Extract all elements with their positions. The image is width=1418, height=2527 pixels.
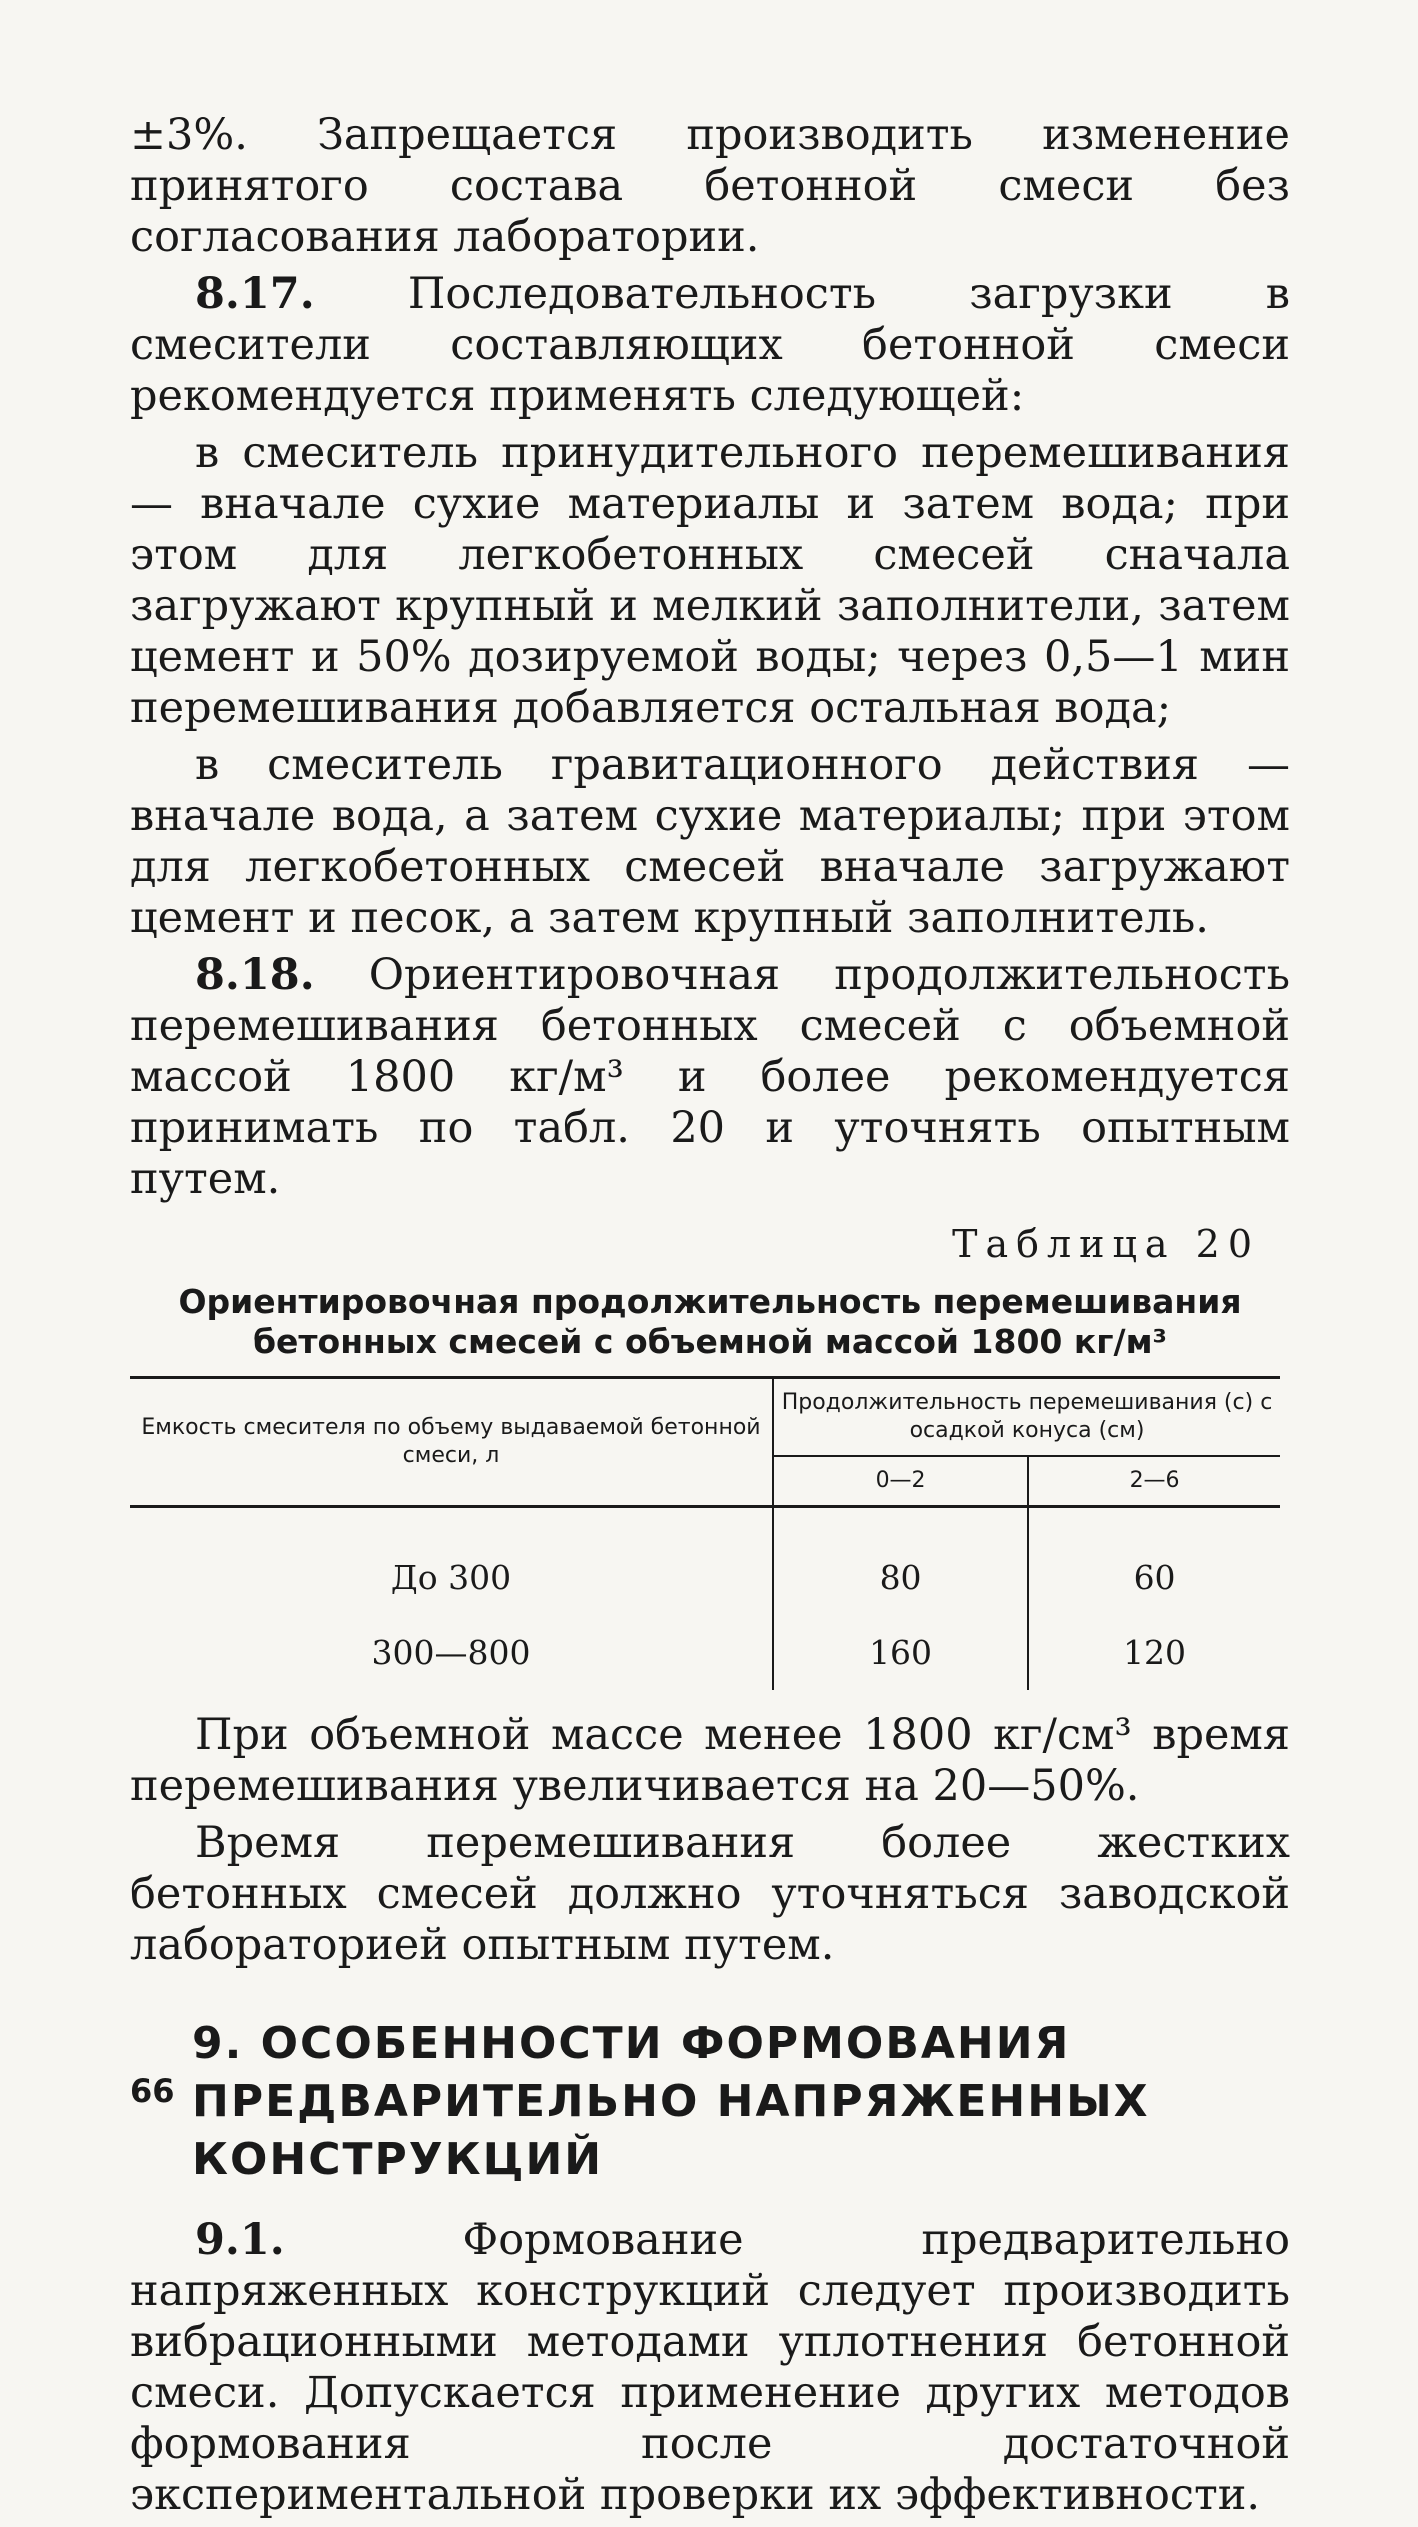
paragraph-8-17 xyxy=(130,269,1290,422)
paragraph-forced-mixer: в смеситель принудительного перемешивания — вначале сухие материалы и затем вода; при этом для легкобетонных смесей сначала загружают крупный и мелкий заполнители, затем цемент и 50% дозируемой воды; через 0,5—1 мин перемешивания добавляется остальная вода; xyxy=(130,428,1290,733)
clause-number-9-1: 9.1. xyxy=(195,2215,285,2265)
cell-duration-0-2: 160 xyxy=(773,1615,1028,1690)
section-heading xyxy=(192,2015,1290,2189)
table-title-line-1: Ориентировочная продолжительность перемешивания xyxy=(178,1282,1242,1321)
table-row xyxy=(130,1540,1280,1615)
subheader-slump-0-2: 0—2 xyxy=(773,1456,1028,1507)
cell-capacity: 300—800 xyxy=(130,1615,773,1690)
cell-duration-0-2: 80 xyxy=(773,1540,1028,1615)
page-number: 66 xyxy=(130,2072,175,2110)
cell-duration-2-6: 120 xyxy=(1123,1633,1187,1672)
cell-duration-2-6: 60 xyxy=(1133,1558,1176,1597)
clause-text-8-17: Последовательность загрузки в смесители составляющих бетонной смеси рекомендуется применять следующей: xyxy=(130,269,1290,421)
paragraph-gravity-mixer: в смеситель гравитационного действия — вначале вода, а затем сухие материалы; при этом для легкобетонных смесей вначале загружают цемент и песок, а затем крупный заполнитель. xyxy=(130,740,1290,943)
document-page xyxy=(130,110,1290,2527)
section-heading-line-1: 9. ОСОБЕННОСТИ ФОРМОВАНИЯ xyxy=(192,2018,1071,2069)
paragraph-tolerance: ±3%. Запрещается производить изменение принятого состава бетонной смеси без согласования лаборатории. xyxy=(130,110,1290,262)
paragraph-low-density: При объемной массе менее 1800 кг/см³ время перемешивания увеличивается на 20—50%. xyxy=(130,1710,1290,1811)
table-caption: Таблица 20 xyxy=(952,1222,1260,1266)
mixing-duration-table xyxy=(130,1376,1280,1690)
header-capacity: Емкость смесителя по объему выдаваемой бетонной смеси, л xyxy=(130,1378,773,1507)
clause-text-8-18: Ориентировочная продолжительность перемешивания бетонных смесей с объемной массой 1800 кг/м³ и более рекомендуется принимать по табл. 20 и уточнять опытным путем. xyxy=(130,950,1290,1204)
paragraph-8-18 xyxy=(130,950,1290,1205)
cell-capacity: До 300 xyxy=(130,1540,773,1615)
table-title xyxy=(130,1282,1290,1362)
table-title-line-2: бетонных смесей с объемной массой 1800 кг/м³ xyxy=(252,1322,1167,1361)
header-duration: Продолжительность перемешивания (с) с осадкой конуса (см) xyxy=(773,1378,1280,1457)
clause-number-8-18: 8.18. xyxy=(195,950,315,1000)
subheader-slump-2-6: 2—6 xyxy=(1028,1456,1280,1507)
section-heading-line-3: КОНСТРУКЦИЙ xyxy=(192,2134,604,2185)
paragraph-stiff-mixes: Время перемешивания более жестких бетонных смесей должно уточняться заводской лабораторией опытным путем. xyxy=(130,1818,1290,1970)
table-header-row xyxy=(130,1378,1280,1457)
section-heading-line-2: ПРЕДВАРИТЕЛЬНО НАПРЯЖЕННЫХ xyxy=(192,2076,1150,2127)
clause-number-8-17: 8.17. xyxy=(195,269,315,319)
table-row xyxy=(130,1615,1280,1690)
paragraph-9-1 xyxy=(130,2215,1290,2521)
clause-text-9-1: Формование предварительно напряженных конструкций следует производить вибрационными методами уплотнения бетонной смеси. Допускается применение других методов формования после достаточной экспериментальной проверки их эффективности. xyxy=(130,2215,1290,2520)
